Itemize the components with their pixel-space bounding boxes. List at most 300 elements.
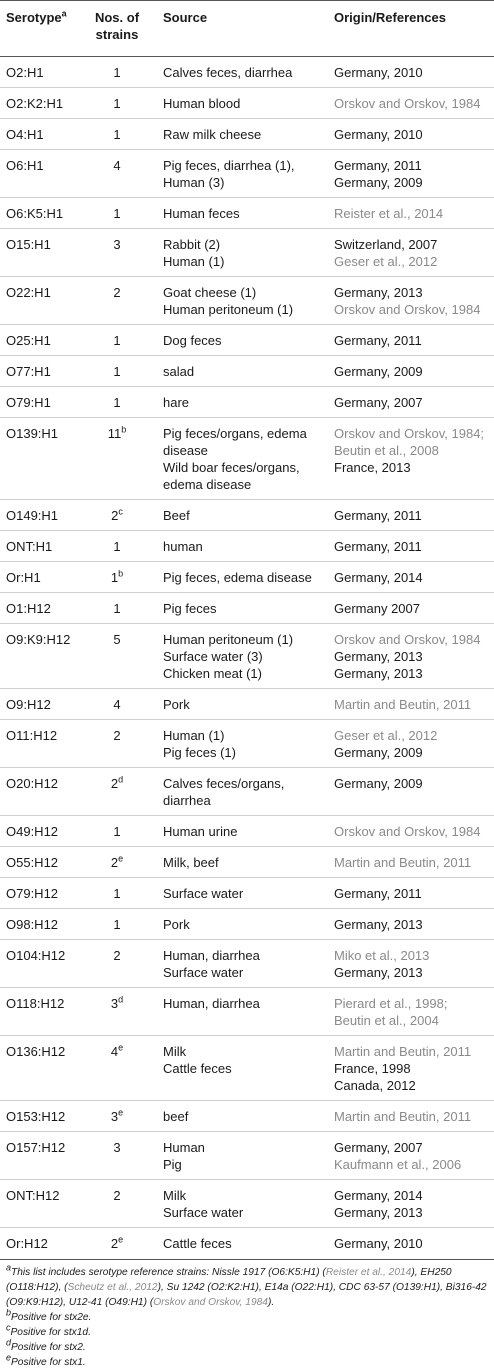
footnote bbox=[6, 1307, 488, 1325]
strain-count-cell bbox=[86, 1139, 148, 1156]
strain-count: 2 bbox=[110, 855, 119, 870]
origin-line: Germany, 2013 bbox=[334, 285, 423, 300]
strain-count: 1 bbox=[113, 96, 121, 111]
strain-count: 1 bbox=[113, 127, 121, 142]
footnote-marker: b bbox=[118, 568, 124, 579]
source-line: Milk, beef bbox=[163, 855, 219, 870]
strain-count-cell bbox=[86, 854, 148, 871]
source-cell bbox=[163, 284, 293, 318]
origin-cell bbox=[334, 126, 423, 143]
serotype-cell: O139:H1 bbox=[6, 426, 59, 441]
reference-link[interactable]: Beutin et al., 2004 bbox=[334, 1013, 439, 1028]
strain-count-cell bbox=[86, 823, 148, 840]
table-row bbox=[0, 1101, 494, 1132]
table-row bbox=[0, 150, 494, 198]
source-line: edema disease bbox=[163, 477, 252, 492]
table-bottom-rule bbox=[0, 1259, 494, 1260]
origin-cell bbox=[334, 1139, 461, 1173]
origin-line: Germany, 2011 bbox=[334, 508, 422, 523]
footnote bbox=[6, 1322, 488, 1340]
source-line: Pig feces (1) bbox=[163, 745, 236, 760]
origin-cell bbox=[334, 696, 471, 713]
origin-cell bbox=[334, 205, 443, 222]
footnote-text: ), Su 1242 (O2:K2:H1), E14a (O22:H1), CDC 63- bbox=[157, 1282, 379, 1293]
strain-count: 1 bbox=[110, 570, 119, 585]
origin-cell bbox=[334, 363, 423, 380]
reference-link[interactable]: Orskov and Orskov, 1984 bbox=[334, 632, 481, 647]
source-line: Rabbit (2) bbox=[163, 237, 221, 252]
source-line: Human peritoneum (1) bbox=[163, 632, 294, 647]
source-cell bbox=[163, 507, 190, 524]
serotype-cell: O4:H1 bbox=[6, 127, 44, 142]
source-line: Milk bbox=[163, 1188, 187, 1203]
strain-count-cell bbox=[86, 126, 148, 143]
source-line: Milk bbox=[163, 1044, 187, 1059]
header-source: Source bbox=[163, 10, 208, 25]
source-line: Human feces bbox=[163, 206, 240, 221]
origin-line: Germany, 2011 bbox=[334, 333, 422, 348]
serotype-cell: O79:H1 bbox=[6, 395, 51, 410]
strain-count-cell bbox=[86, 394, 148, 411]
strain-count-cell bbox=[86, 205, 148, 222]
footnote-label: a bbox=[6, 1262, 12, 1273]
source-cell bbox=[163, 157, 295, 191]
source-line: Human blood bbox=[163, 96, 241, 111]
table-row bbox=[0, 119, 494, 150]
strain-count-cell bbox=[86, 631, 148, 648]
strain-count-cell bbox=[86, 538, 148, 555]
serotype-cell: O1:H12 bbox=[6, 601, 51, 616]
header-serotype: Serotype$^a$ bbox=[6, 8, 67, 25]
reference-link[interactable]: Orskov and Orskov, 1984 bbox=[334, 302, 481, 317]
source-cell bbox=[163, 885, 243, 902]
footnote-marker: c bbox=[118, 506, 123, 517]
strain-count-cell bbox=[86, 363, 148, 380]
strain-count-cell bbox=[86, 157, 148, 174]
source-cell bbox=[163, 916, 190, 933]
origin-line: Germany, 2013 bbox=[334, 917, 423, 932]
strain-count-cell bbox=[86, 947, 148, 964]
strain-count-cell bbox=[86, 775, 148, 792]
footnote-marker: e bbox=[118, 1234, 124, 1245]
footnote-label: d bbox=[6, 1337, 12, 1348]
serotype-cell: O2:K2:H1 bbox=[6, 96, 64, 111]
origin-cell bbox=[334, 157, 423, 191]
source-line: Wild boar feces/organs, bbox=[163, 460, 300, 475]
source-cell bbox=[163, 823, 237, 840]
origin-cell bbox=[334, 95, 480, 112]
table-row bbox=[0, 356, 494, 387]
source-line: Chicken meat (1) bbox=[163, 666, 262, 681]
table-row bbox=[0, 387, 494, 418]
serotype-cell: O104:H12 bbox=[6, 948, 66, 963]
table-row bbox=[0, 325, 494, 356]
table-row bbox=[0, 909, 494, 940]
serotype-cell: O79:H12 bbox=[6, 886, 59, 901]
origin-line: Germany, 2011 bbox=[334, 158, 422, 173]
source-line: Human urine bbox=[163, 824, 238, 839]
footnote bbox=[6, 1337, 488, 1355]
strain-count: 3 bbox=[113, 237, 121, 252]
origin-line: Germany, 2007 bbox=[334, 1140, 423, 1155]
source-line: Pig bbox=[163, 1157, 182, 1172]
source-cell bbox=[163, 727, 236, 761]
reference-link[interactable]: Kaufmann et al., 2006 bbox=[334, 1157, 462, 1172]
serotype-cell: O6:K5:H1 bbox=[6, 206, 64, 221]
table-top-rule bbox=[0, 0, 494, 1]
serotype-cell: O98:H12 bbox=[6, 917, 59, 932]
footnote-label: c bbox=[6, 1322, 11, 1333]
strain-count: 2 bbox=[110, 1236, 119, 1251]
serotype-cell: O153:H12 bbox=[6, 1109, 66, 1124]
strain-count: 1 bbox=[113, 206, 121, 221]
origin-cell bbox=[334, 236, 437, 270]
source-cell bbox=[163, 538, 203, 555]
serotype-cell: O25:H1 bbox=[6, 333, 51, 348]
origin-line: Germany, 2007 bbox=[334, 395, 423, 410]
table-row bbox=[0, 593, 494, 624]
origin-cell bbox=[334, 332, 422, 349]
source-cell bbox=[163, 394, 189, 411]
reference-link[interactable]: Martin and Beutin, 2011 bbox=[334, 1044, 472, 1059]
source-line: Pork bbox=[163, 697, 190, 712]
source-line: Human, diarrhea bbox=[163, 948, 260, 963]
source-line: Goat cheese (1) bbox=[163, 285, 257, 300]
origin-cell bbox=[334, 507, 422, 524]
origin-line: Germany, 2013 bbox=[334, 666, 423, 681]
source-line: Human (1) bbox=[163, 254, 225, 269]
source-cell bbox=[163, 205, 240, 222]
table-row bbox=[0, 1036, 494, 1101]
table-row bbox=[0, 816, 494, 847]
origin-cell bbox=[334, 823, 480, 840]
origin-cell bbox=[334, 1235, 423, 1252]
source-line: Beef bbox=[163, 508, 190, 523]
source-cell bbox=[163, 775, 284, 809]
source-line: salad bbox=[163, 364, 195, 379]
source-line: Human (1) bbox=[163, 728, 225, 743]
origin-cell bbox=[334, 1187, 423, 1221]
table-row bbox=[0, 878, 494, 909]
source-line: diarrhea bbox=[163, 793, 211, 808]
table-row bbox=[0, 1228, 494, 1258]
strain-count-cell bbox=[86, 600, 148, 617]
serotype-cell: O20:H12 bbox=[6, 776, 59, 791]
origin-cell bbox=[334, 727, 437, 761]
footnote bbox=[6, 1352, 488, 1370]
strain-count: 2 bbox=[113, 728, 121, 743]
origin-line: Germany, 2011 bbox=[334, 539, 422, 554]
strain-count-cell bbox=[86, 569, 148, 586]
origin-line: Germany, 2013 bbox=[334, 965, 423, 980]
origin-cell bbox=[334, 854, 471, 871]
source-line: Pig feces/organs, edema bbox=[163, 426, 307, 441]
footnote-text: Positive for stx1. bbox=[11, 1357, 86, 1368]
table-row bbox=[0, 940, 494, 988]
origin-line: France, 2013 bbox=[334, 460, 411, 475]
source-line: hare bbox=[163, 395, 190, 410]
strain-count-cell bbox=[86, 916, 148, 933]
footnote-label: e bbox=[6, 1352, 12, 1363]
source-line: Human peritoneum (1) bbox=[163, 302, 294, 317]
source-cell bbox=[163, 332, 222, 349]
serotype-cell: O11:H12 bbox=[6, 728, 58, 743]
source-cell bbox=[163, 854, 219, 871]
source-cell bbox=[163, 1139, 205, 1173]
origin-cell bbox=[334, 64, 423, 81]
source-line: Surface water bbox=[163, 886, 244, 901]
strain-count: 1 bbox=[113, 395, 121, 410]
serotype-cell: O15:H1 bbox=[6, 237, 51, 252]
serotype-cell: Or:H1 bbox=[6, 570, 41, 585]
source-cell bbox=[163, 95, 240, 112]
table-header bbox=[0, 9, 494, 45]
footnote-text: Positive for stx2. bbox=[11, 1342, 86, 1353]
origin-cell bbox=[334, 916, 423, 933]
source-cell bbox=[163, 64, 292, 81]
strain-count: 11 bbox=[107, 426, 122, 441]
footnote-text: Positive for stx1d. bbox=[10, 1327, 91, 1338]
footnote-reference[interactable]: Reister et al., 2014 bbox=[325, 1267, 412, 1278]
reference-link[interactable]: Orskov and Orskov, 1984; bbox=[334, 426, 485, 441]
origin-cell bbox=[334, 1108, 471, 1125]
origin-line: Germany, 2009 bbox=[334, 364, 423, 379]
strain-count-cell bbox=[86, 507, 148, 524]
strain-count: 4 bbox=[110, 1044, 119, 1059]
origin-cell bbox=[334, 284, 480, 318]
strain-count-cell bbox=[86, 425, 148, 442]
origin-line: Germany, 2014 bbox=[334, 570, 423, 585]
reference-link[interactable]: Miko et al., 2013 bbox=[334, 948, 430, 963]
origin-line: Germany 2007 bbox=[334, 601, 420, 616]
footnote bbox=[6, 1262, 488, 1310]
table-row bbox=[0, 1132, 494, 1180]
table-row bbox=[0, 847, 494, 878]
origin-line: Germany, 2011 bbox=[334, 886, 422, 901]
table-footnotes bbox=[6, 1262, 488, 1370]
source-cell bbox=[163, 425, 307, 493]
source-cell bbox=[163, 947, 260, 981]
origin-line: Germany, 2010 bbox=[334, 65, 423, 80]
source-cell bbox=[163, 1235, 232, 1252]
serotype-cell: O157:H12 bbox=[6, 1140, 66, 1155]
origin-line: Germany, 2013 bbox=[334, 649, 423, 664]
serotype-cell: Or:H12 bbox=[6, 1236, 48, 1251]
reference-link[interactable]: Geser et al., 2012 bbox=[334, 728, 438, 743]
source-line: Raw milk cheese bbox=[163, 127, 262, 142]
origin-line: Germany, 2009 bbox=[334, 776, 423, 791]
source-line: Human (3) bbox=[163, 175, 225, 190]
footnote-text: Positive for stx2e. bbox=[11, 1312, 92, 1323]
source-line: Pig feces, diarrhea (1), bbox=[163, 158, 295, 173]
table-row bbox=[0, 500, 494, 531]
strain-count: 2 bbox=[113, 1188, 121, 1203]
origin-line: Germany, 2009 bbox=[334, 175, 423, 190]
reference-link[interactable]: Reister et al., 2014 bbox=[334, 206, 444, 221]
footnote-marker: d bbox=[118, 774, 124, 785]
serotype-cell: O9:H12 bbox=[6, 697, 51, 712]
origin-line: Germany, 2010 bbox=[334, 127, 423, 142]
source-line: Surface water bbox=[163, 1205, 244, 1220]
table-row bbox=[0, 689, 494, 720]
reference-link[interactable]: Orskov and Orskov, 1984 bbox=[334, 96, 481, 111]
source-cell bbox=[163, 600, 216, 617]
source-line: Human bbox=[163, 1140, 205, 1155]
strain-count-cell bbox=[86, 64, 148, 81]
serotype-cell: O9:K9:H12 bbox=[6, 632, 71, 647]
header-strains: Nos. of strains bbox=[94, 10, 140, 42]
source-cell bbox=[163, 995, 260, 1012]
strain-count: 2 bbox=[110, 776, 119, 791]
serotype-cell: O49:H12 bbox=[6, 824, 59, 839]
strain-count-cell bbox=[86, 727, 148, 744]
table-row bbox=[0, 531, 494, 562]
strain-count-cell bbox=[86, 885, 148, 902]
reference-link[interactable]: Orskov and Orskov, 1984 bbox=[334, 824, 481, 839]
origin-cell bbox=[334, 569, 423, 586]
table-row bbox=[0, 88, 494, 119]
source-line: Pork bbox=[163, 917, 190, 932]
origin-cell bbox=[334, 1043, 471, 1094]
serotype-cell: O22:H1 bbox=[6, 285, 51, 300]
footnote-text: EH250 (O118:H12), ( bbox=[6, 1267, 452, 1293]
table-row bbox=[0, 988, 494, 1036]
serotype-cell: O136:H12 bbox=[6, 1044, 66, 1059]
footnote-marker: e bbox=[118, 1042, 124, 1053]
source-line: Surface water (3) bbox=[163, 649, 263, 664]
strain-count: 3 bbox=[110, 996, 119, 1011]
origin-cell bbox=[334, 631, 480, 682]
strain-count-cell bbox=[86, 332, 148, 349]
source-line: Dog feces bbox=[163, 333, 222, 348]
footnote-text: 57 (O139:H1), Bi316-42 (O9:K9:H12), U12-41 (O49:H1) ( bbox=[6, 1282, 487, 1308]
strain-count: 1 bbox=[113, 601, 121, 616]
origin-line: Switzerland, 2007 bbox=[334, 237, 438, 252]
strain-count: 4 bbox=[113, 158, 121, 173]
strain-count-cell bbox=[86, 236, 148, 253]
origin-line: Germany, 2014 bbox=[334, 1188, 423, 1203]
serotype-cell: O77:H1 bbox=[6, 364, 51, 379]
table-row bbox=[0, 1180, 494, 1228]
footnote-reference[interactable]: Scheutz et al., 2012 bbox=[67, 1282, 158, 1293]
source-line: beef bbox=[163, 1109, 189, 1124]
serotype-cell: O149:H1 bbox=[6, 508, 59, 523]
serotype-cell: ONT:H12 bbox=[6, 1188, 60, 1203]
reference-link[interactable]: Martin and Beutin, 2011 bbox=[334, 1109, 472, 1124]
source-cell bbox=[163, 1043, 232, 1077]
serotype-cell: ONT:H1 bbox=[6, 539, 53, 554]
source-line: Pig feces bbox=[163, 601, 217, 616]
origin-cell bbox=[334, 995, 447, 1029]
origin-line: Germany, 2009 bbox=[334, 745, 423, 760]
source-cell bbox=[163, 1108, 188, 1125]
source-line: disease bbox=[163, 443, 208, 458]
strain-count: 2 bbox=[113, 948, 121, 963]
strain-count-cell bbox=[86, 1108, 148, 1125]
footnote-text: ). bbox=[267, 1297, 275, 1308]
source-line: Pig feces, edema disease bbox=[163, 570, 312, 585]
footnote-text: ), bbox=[411, 1267, 418, 1278]
source-cell bbox=[163, 363, 194, 380]
strain-count-cell bbox=[86, 696, 148, 713]
strain-count-cell bbox=[86, 1043, 148, 1060]
origin-cell bbox=[334, 775, 423, 792]
footnote-text: This list includes serotype reference strains: Nissle 1917 (O6:K5:H1) ( bbox=[11, 1267, 326, 1278]
footnote-marker: d bbox=[118, 994, 124, 1005]
strain-count: 1 bbox=[113, 886, 121, 901]
strain-count-cell bbox=[86, 995, 148, 1012]
origin-cell bbox=[334, 885, 422, 902]
origin-cell bbox=[334, 538, 422, 555]
origin-cell bbox=[334, 425, 484, 476]
strain-count-cell bbox=[86, 1235, 148, 1252]
table-row bbox=[0, 720, 494, 768]
origin-cell bbox=[334, 394, 423, 411]
strain-count-cell bbox=[86, 284, 148, 301]
strain-count-cell bbox=[86, 95, 148, 112]
source-cell bbox=[163, 1187, 243, 1221]
strain-count: 3 bbox=[110, 1109, 119, 1124]
strain-count: 1 bbox=[113, 65, 121, 80]
strain-count-cell bbox=[86, 1187, 148, 1204]
table-row bbox=[0, 768, 494, 816]
footnote-label: b bbox=[6, 1307, 12, 1318]
strain-count: 1 bbox=[113, 824, 121, 839]
source-line: Cattle feces bbox=[163, 1236, 232, 1251]
strain-count: 1 bbox=[113, 333, 121, 348]
source-line: Calves feces/organs, bbox=[163, 776, 285, 791]
reference-link[interactable]: Pierard et al., 1998; bbox=[334, 996, 448, 1011]
source-line: Surface water bbox=[163, 965, 244, 980]
strain-count: 1 bbox=[113, 364, 121, 379]
serotype-cell: O6:H1 bbox=[6, 158, 44, 173]
reference-link[interactable]: Martin and Beutin, 2011 bbox=[334, 855, 472, 870]
origin-line: Canada, 2012 bbox=[334, 1078, 416, 1093]
strain-count: 3 bbox=[113, 1140, 121, 1155]
footnote-marker: e bbox=[118, 853, 124, 864]
source-cell bbox=[163, 569, 312, 586]
reference-link[interactable]: Geser et al., 2012 bbox=[334, 254, 438, 269]
source-cell bbox=[163, 631, 293, 682]
table-row bbox=[0, 277, 494, 325]
origin-cell bbox=[334, 600, 420, 617]
strain-count: 5 bbox=[113, 632, 121, 647]
origin-cell bbox=[334, 947, 429, 981]
source-cell bbox=[163, 236, 224, 270]
header-origin: Origin/References bbox=[334, 10, 446, 25]
table-row bbox=[0, 198, 494, 229]
source-cell bbox=[163, 126, 261, 143]
reference-link[interactable]: Beutin et al., 2008 bbox=[334, 443, 439, 458]
serotype-cell: O55:H12 bbox=[6, 855, 59, 870]
reference-link[interactable]: Martin and Beutin, 2011 bbox=[334, 697, 472, 712]
source-line: Calves feces, diarrhea bbox=[163, 65, 293, 80]
footnote-reference[interactable]: Orskov and Orskov, 1984 bbox=[153, 1297, 268, 1308]
footnote-marker: b bbox=[121, 424, 127, 435]
origin-line: Germany, 2010 bbox=[334, 1236, 423, 1251]
source-cell bbox=[163, 696, 190, 713]
strain-count: 1 bbox=[113, 917, 121, 932]
strain-count: 2 bbox=[111, 508, 119, 523]
table-row bbox=[0, 229, 494, 277]
strain-count: 4 bbox=[113, 697, 121, 712]
table-row bbox=[0, 624, 494, 689]
origin-line: France, 1998 bbox=[334, 1061, 411, 1076]
source-line: Human, diarrhea bbox=[163, 996, 260, 1011]
source-line: human bbox=[163, 539, 203, 554]
table-row bbox=[0, 418, 494, 500]
source-line: Cattle feces bbox=[163, 1061, 232, 1076]
